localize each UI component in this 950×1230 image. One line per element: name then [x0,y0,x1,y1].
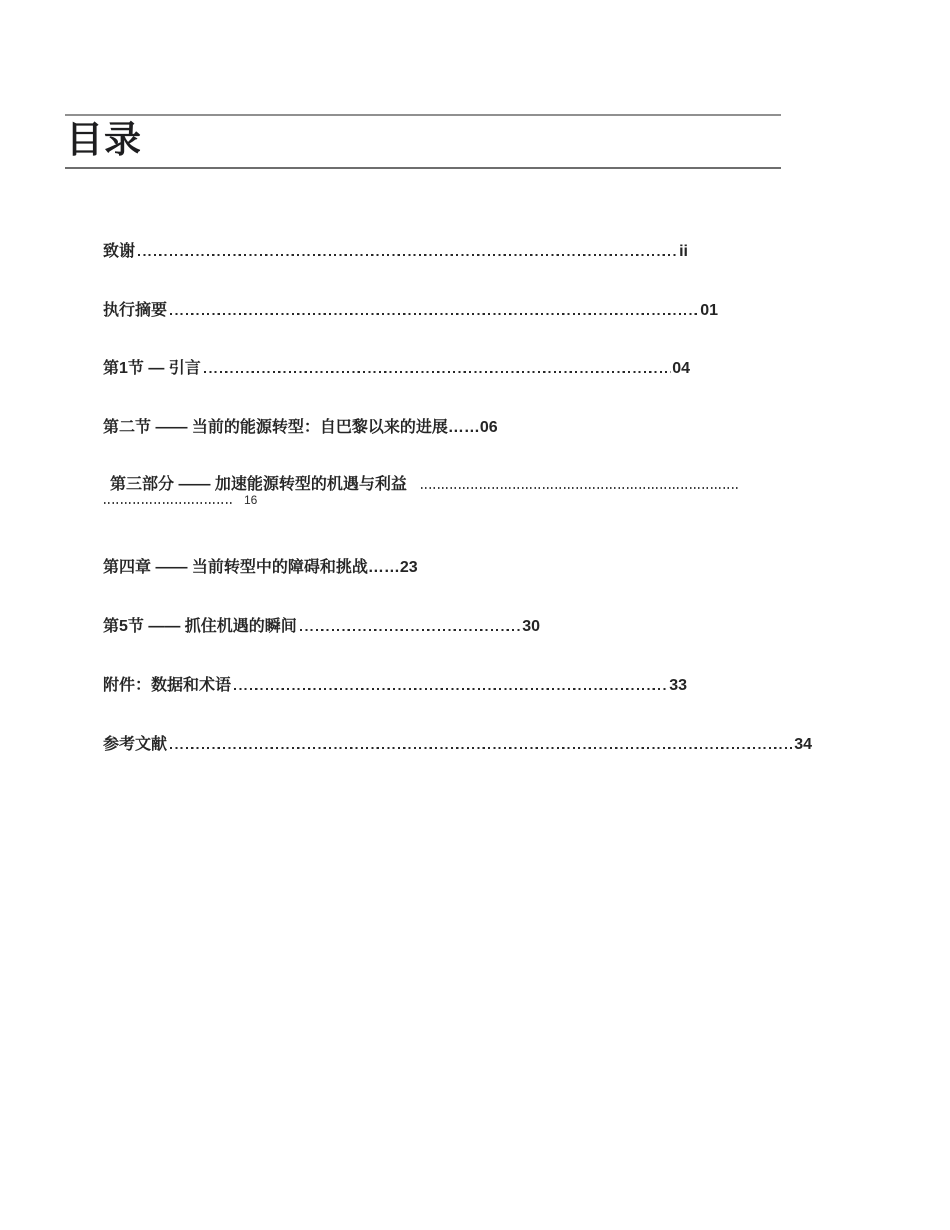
page-number: 01 [700,302,718,319]
page-number: 34 [794,736,812,753]
page-number: 16 [244,493,258,507]
page-number: 04 [672,360,690,377]
toc-entry-references[interactable] [103,735,812,755]
toc-entry-title: 致谢 [103,243,136,260]
page-number: 33 [669,677,687,694]
dot-leader [421,487,739,489]
dot-leader [234,688,668,690]
page-number: 30 [522,618,540,635]
toc-entry-title: 执行摘要 [103,302,168,319]
page-number: ii [679,243,688,260]
dot-leader [300,629,521,631]
toc-entry-executive-summary[interactable] [103,301,718,321]
toc-entry-section-5-seizing-the-moment[interactable] [103,617,540,637]
toc-entry-title: 第二节 —— 当前的能源转型：自巴黎以来的进展 [103,419,448,436]
dot-leader [138,254,678,256]
toc-entry-section-3-opportunities[interactable] [110,475,739,495]
page-number: 06 [479,419,498,436]
toc-entry-section-4-barriers-challenges[interactable] [103,558,418,578]
toc-entry-section-1-introduction[interactable] [103,359,690,379]
title-rule-top [65,114,781,116]
dot-leader [204,371,671,373]
toc-entry-annex-data-terminology[interactable] [103,676,687,696]
toc-entry-title: 第5节 —— 抓住机遇的瞬间 [103,618,297,635]
toc-entry-title: 附件：数据和术语 [103,677,232,694]
toc-entry-title: 第1节 — 引言 [103,360,201,377]
toc-entry-section-2-progress-since-paris[interactable] [103,418,498,438]
toc-entry-title: 第三部分 —— 加速能源转型的机遇与利益 [110,476,407,493]
page-title: 目录 [66,119,142,160]
toc-entry-section-3-opportunities-line2[interactable] [104,493,257,507]
dot-leader [104,502,234,504]
toc-entry-acknowledgements[interactable] [103,242,688,262]
toc-entry-title: 参考文献 [103,736,168,753]
dot-leader [170,747,793,749]
dot-leader [170,313,699,315]
title-rule-bottom [65,167,781,169]
ellipsis-leader: …… [447,419,480,436]
toc-entry-title: 第四章 —— 当前转型中的障碍和挑战 [103,559,368,576]
ellipsis-leader: …… [367,559,400,576]
page-number: 23 [399,559,418,576]
